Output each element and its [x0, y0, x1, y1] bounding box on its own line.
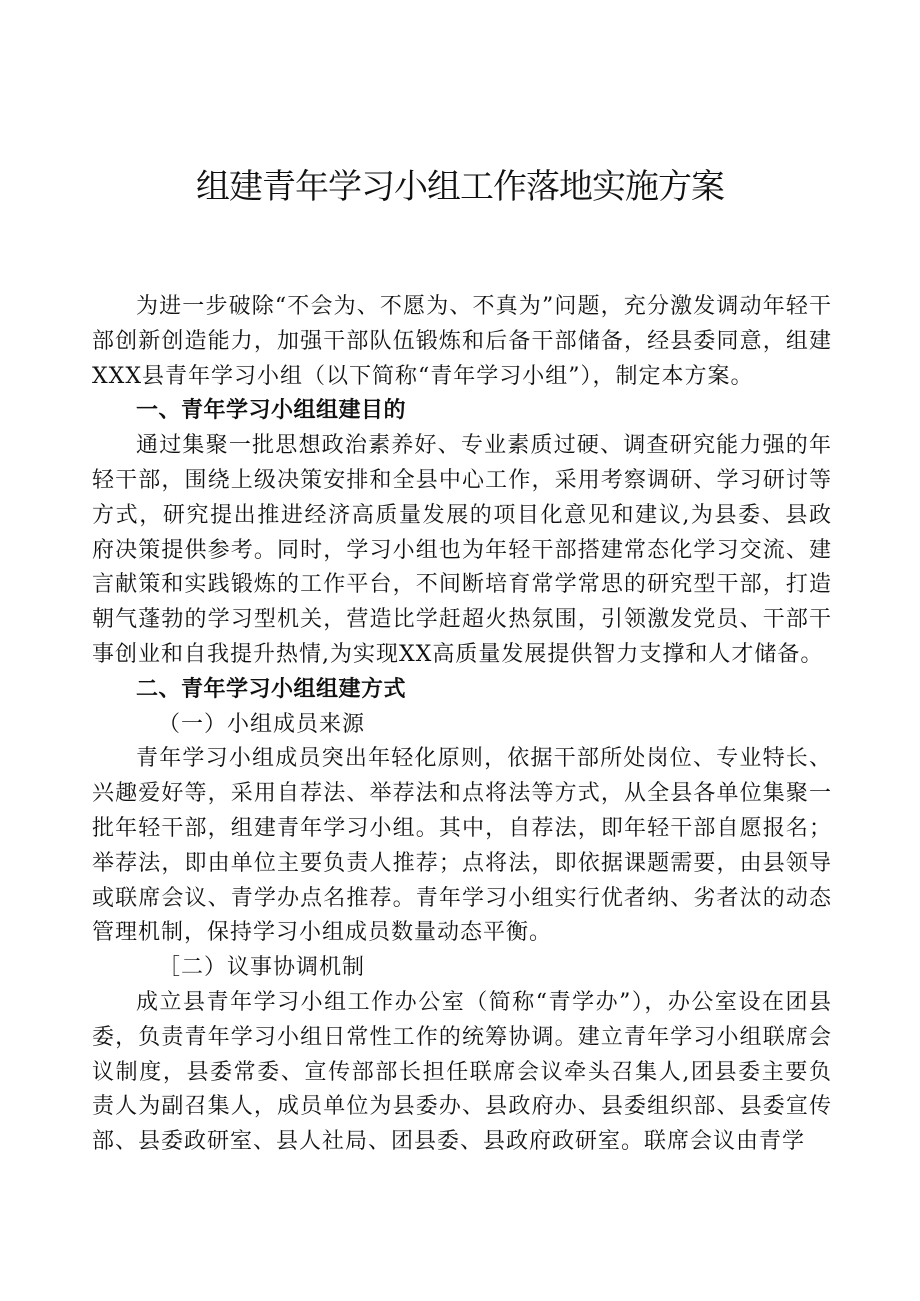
subsection-2-heading: ［二）议事协调机制	[158, 955, 366, 981]
document-body	[92, 290, 832, 1160]
subsection-1-heading: （一）小组成员来源	[158, 711, 366, 737]
section-1-heading: 一、青年学习小组组建目的	[136, 398, 407, 424]
document-title: 组建青年学习小组工作落地实施方案	[196, 167, 724, 207]
intro-paragraph: 为进一步破除“不会为、不愿为、不真为”问题，充分激发调动年轻干部创新创造能力，加强干部队伍锻炼和后备干部储备，经县委同意，组建XXX县青年学习小组（以下简称“青年学习小组”），制定本方案。	[92, 294, 832, 389]
subsection-2-paragraph: 成立县青年学习小组工作办公室（简称“青学办”），办公室设在团县委，负责青年学习小组日常性工作的统筹协调。建立青年学习小组联席会议制度，县委常委、宣传部部长担任联席会议牵头召集人,团县委主要负责人为副召集人，成员单位为县委办、县政府办、县委组织部、县委宣传部、县委政研室、县人社局、团县委、县政府政研室。联席会议由青学	[92, 989, 832, 1155]
section-1-paragraph: 通过集聚一批思想政治素养好、专业素质过硬、调查研究能力强的年轻干部，围绕上级决策安排和全县中心工作，采用考察调研、学习研讨等方式，研究提出推进经济高质量发展的项目化意见和建议,为县委、县政府决策提供参考。同时，学习小组也为年轻干部搭建常态化学习交流、建言献策和实践锻炼的工作平台，不间断培育常学常思的研究型干部，打造朝气蓬勃的学习型机关，营造比学赶超火热氛围，引领激发党员、干部干事创业和自我提升热情,为实现XX高质量发展提供智力支撑和人才储备。	[92, 433, 832, 667]
subsection-1-paragraph: 青年学习小组成员突出年轻化原则，依据干部所处岗位、专业特长、兴趣爱好等，采用自荐法、举荐法和点将法等方式，从全县各单位集聚一批年轻干部，组建青年学习小组。其中，自荐法，即年轻干部自愿报名；举荐法，即由单位主要负责人推荐；点将法，即依据课题需要，由县领导或联席会议、青学办点名推荐。青年学习小组实行优者纳、劣者汰的动态管理机制，保持学习小组成员数量动态平衡。	[92, 746, 832, 946]
section-2-heading: 二、青年学习小组组建方式	[136, 676, 407, 702]
